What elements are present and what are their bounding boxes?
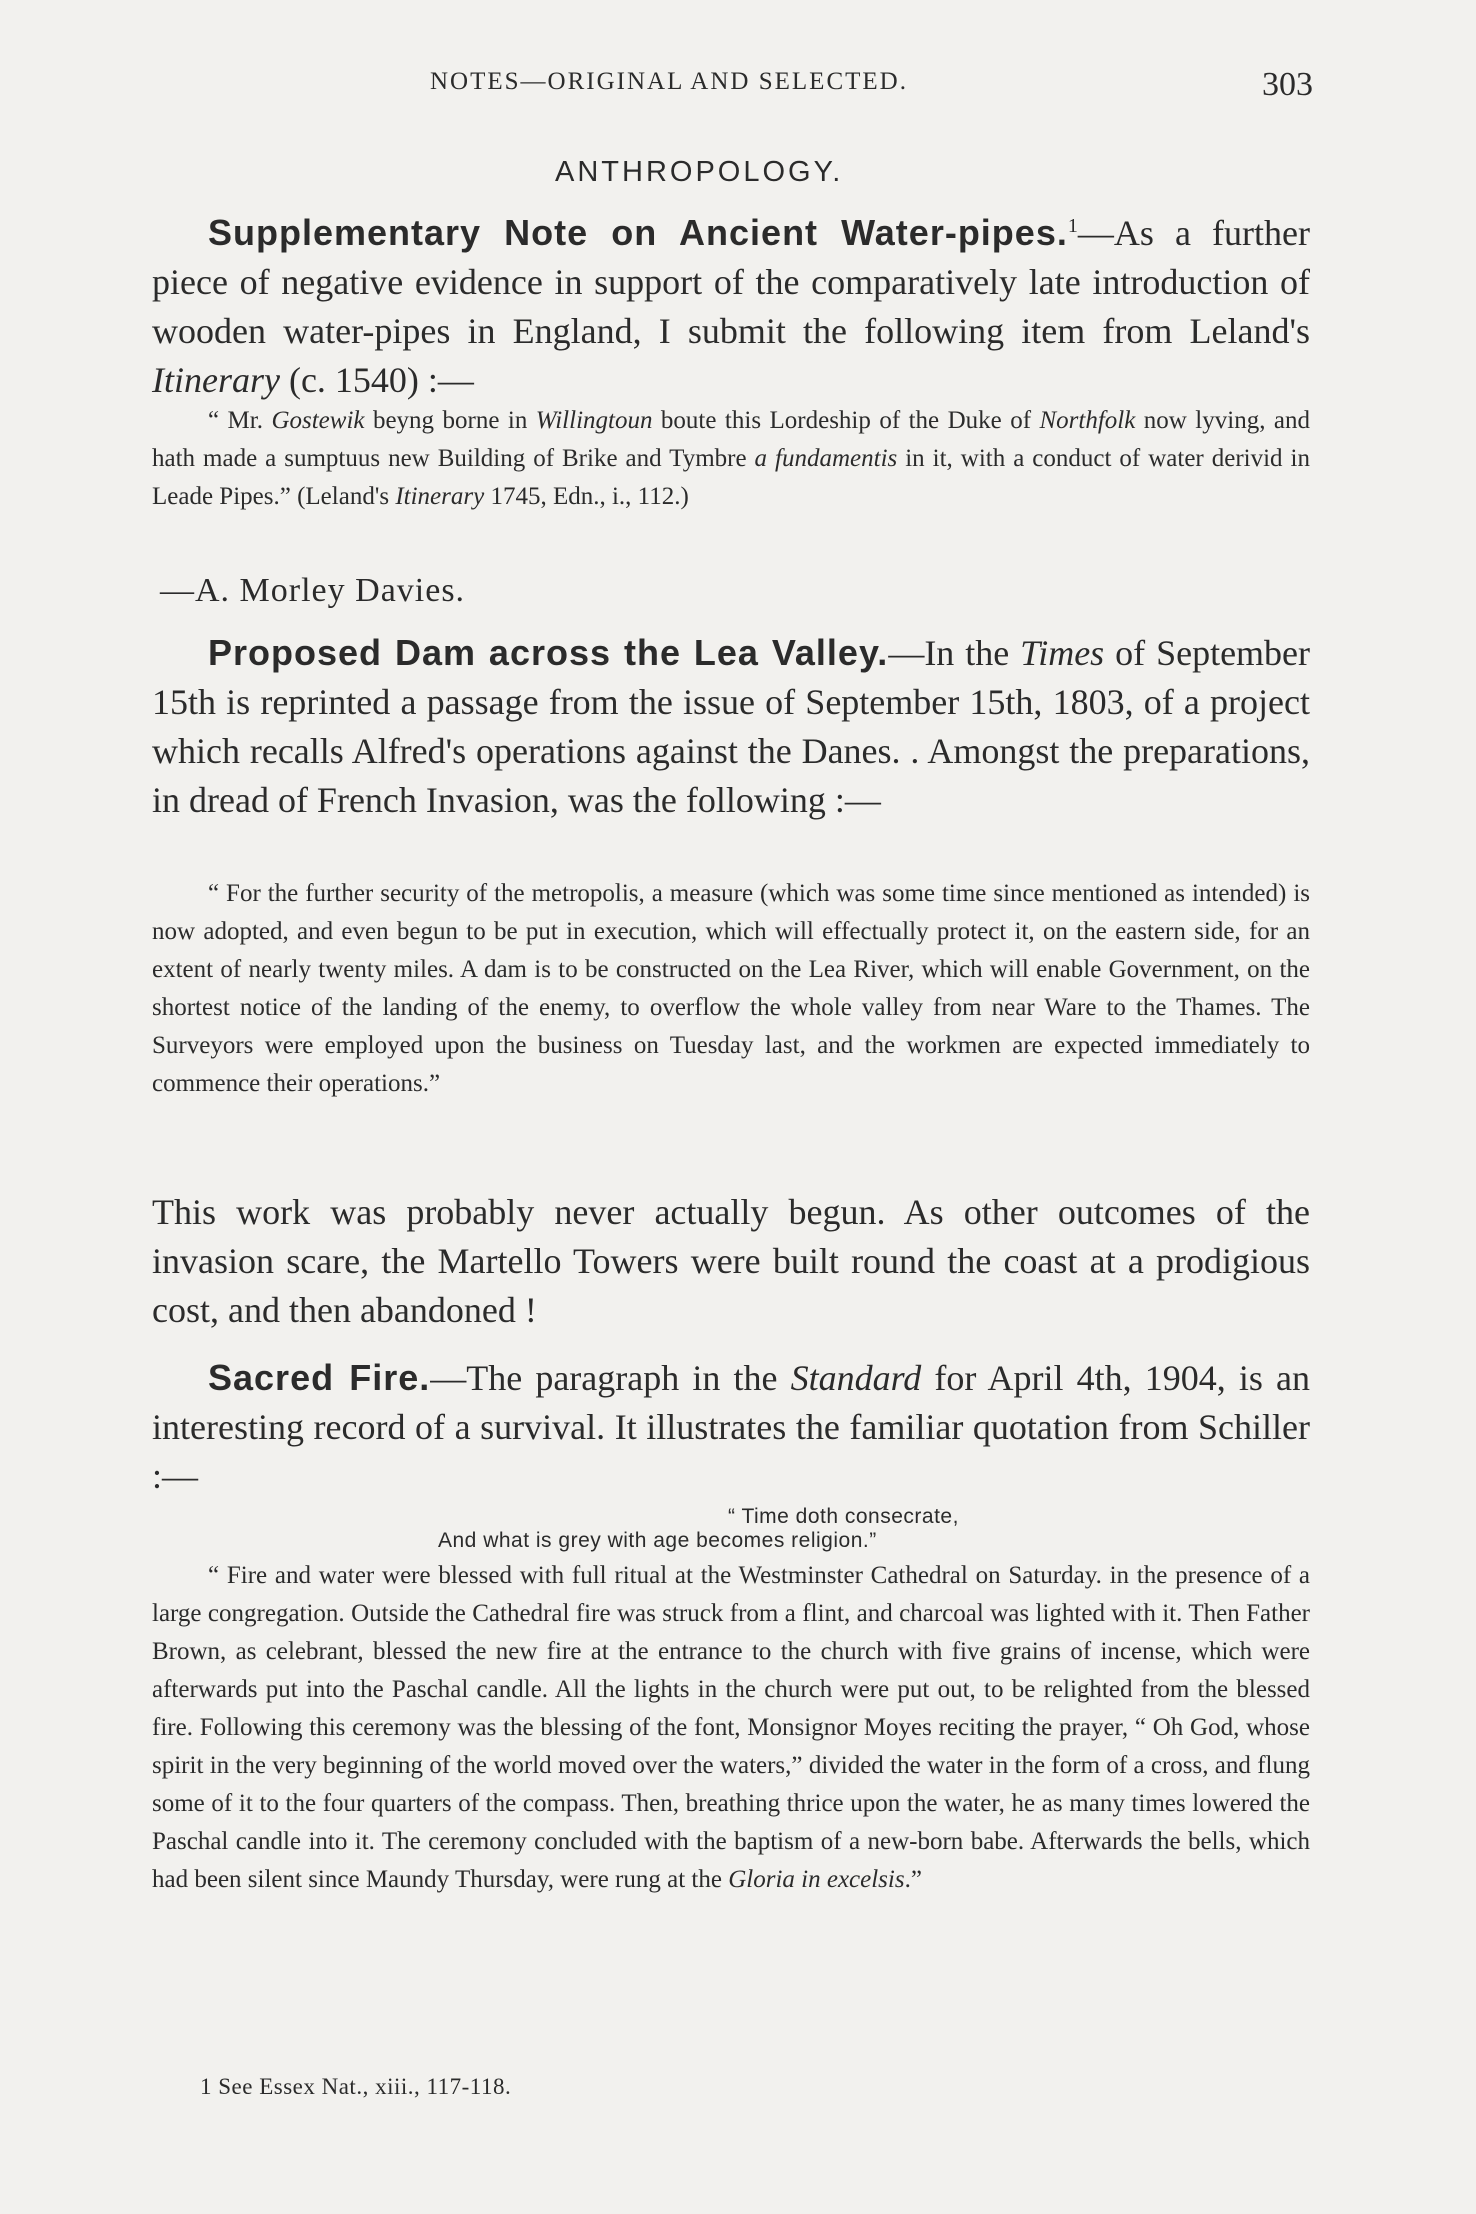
footnote-ref: 1 — [1067, 215, 1078, 237]
running-title: NOTES—ORIGINAL AND SELECTED. — [430, 68, 908, 95]
note-lea-valley-intro: Proposed Dam across the Lea Valley.—In the Times of September 15th is reprinted a passage from the issue of September 15th, 1803, of a project which recalls Alfred's operations against the Danes. . Amongst the preparations, in dread of French Invasion, was the following :— — [152, 632, 1311, 820]
note-lea-valley-after: This work was probably never actually begun. As other outcomes of the invasion scare, the Martello Towers were built round the coast at a prodigious cost, and then abandoned ! — [152, 1192, 1310, 1330]
note-lea-valley-quote: “ For the further security of the metropolis, a measure (which was some time since mentioned as intended) is now adopted, and even begun to be put in execution, which will effectually protect it, on the eastern side, for an extent of nearly twenty miles. A dam is to be constructed on the Lea River, which will enable Government, on the shortest notice of the landing of the enemy, to overflow the whole valley from near Ware to the Thames. The Surveyors were employed upon the business on Tuesday last, and the workmen are expected immediately to commence their operations.” — [152, 880, 1310, 1097]
note-heading: Sacred Fire. — [208, 1357, 431, 1398]
note-sacred-fire-quote: “ Fire and water were blessed with full ritual at the Westminster Cathedral on Saturday. in the presence of a large congregation. Outside the Cathedral fire was struck from a flint, and charcoal was lighted with it. Then Father Brown, as celebrant, blessed the new fire at the entrance to the church with five grains of incense, which were afterwards put into the Paschal candle. All the lights in the church were put out, to be relighted from the blessed fire. Following this ceremony was the blessing of the font, Monsignor Moyes reciting the prayer, “ Oh God, whose spirit in the very beginning of the world moved over the waters,” divided the water in the form of a cross, and flung some of it to the four quarters of the compass. Then, breathing thrice upon the water, he as many times lowered the Paschal candle into it. The ceremony concluded with the baptism of a new-born babe. Afterwards the bells, which had been silent since Maundy Thursday, were rung at the Gloria in excelsis.” — [152, 1562, 1310, 1893]
schiller-verse-line-2: And what is grey with age becomes religion.” — [438, 1529, 877, 1552]
schiller-verse-line-1: “ Time doth consecrate, — [728, 1505, 959, 1528]
footnote: 1 See Essex Nat., xiii., 117-118. — [200, 2074, 512, 2099]
note-heading: Supplementary Note on Ancient Water-pipes. — [208, 212, 1068, 253]
note-heading: Proposed Dam across the Lea Valley. — [208, 632, 889, 673]
note-sacred-fire-intro: Sacred Fire.—The paragraph in the Standard for April 4th, 1904, is an interesting record of a survival. It illustrates the familiar quotation from Schiller :— — [152, 1357, 1310, 1496]
note-water-pipes-quote: “ Mr. Gostewik beyng borne in Willingtoun boute this Lordeship of the Duke of Northfolk now lyving, and hath made a sumptuus new Building of Brike and Tymbre a fundamentis in it, with a conduct of water derivid in Leade Pipes.” (Leland's Itinerary 1745, Edn., i., 112.) — [152, 407, 1311, 510]
note-water-pipes-intro: Supplementary Note on Ancient Water-pipes.$^1$—As a further piece of negative evidence in support of the comparatively late introduction of wooden water-pipes in England, I submit the following item from Leland's Itinerary (c. 1540) :— — [152, 212, 1310, 400]
section-title: ANTHROPOLOGY. — [555, 156, 844, 188]
author-signature: —A. Morley Davies. — [160, 572, 466, 609]
page-number: 303 — [1262, 66, 1313, 103]
